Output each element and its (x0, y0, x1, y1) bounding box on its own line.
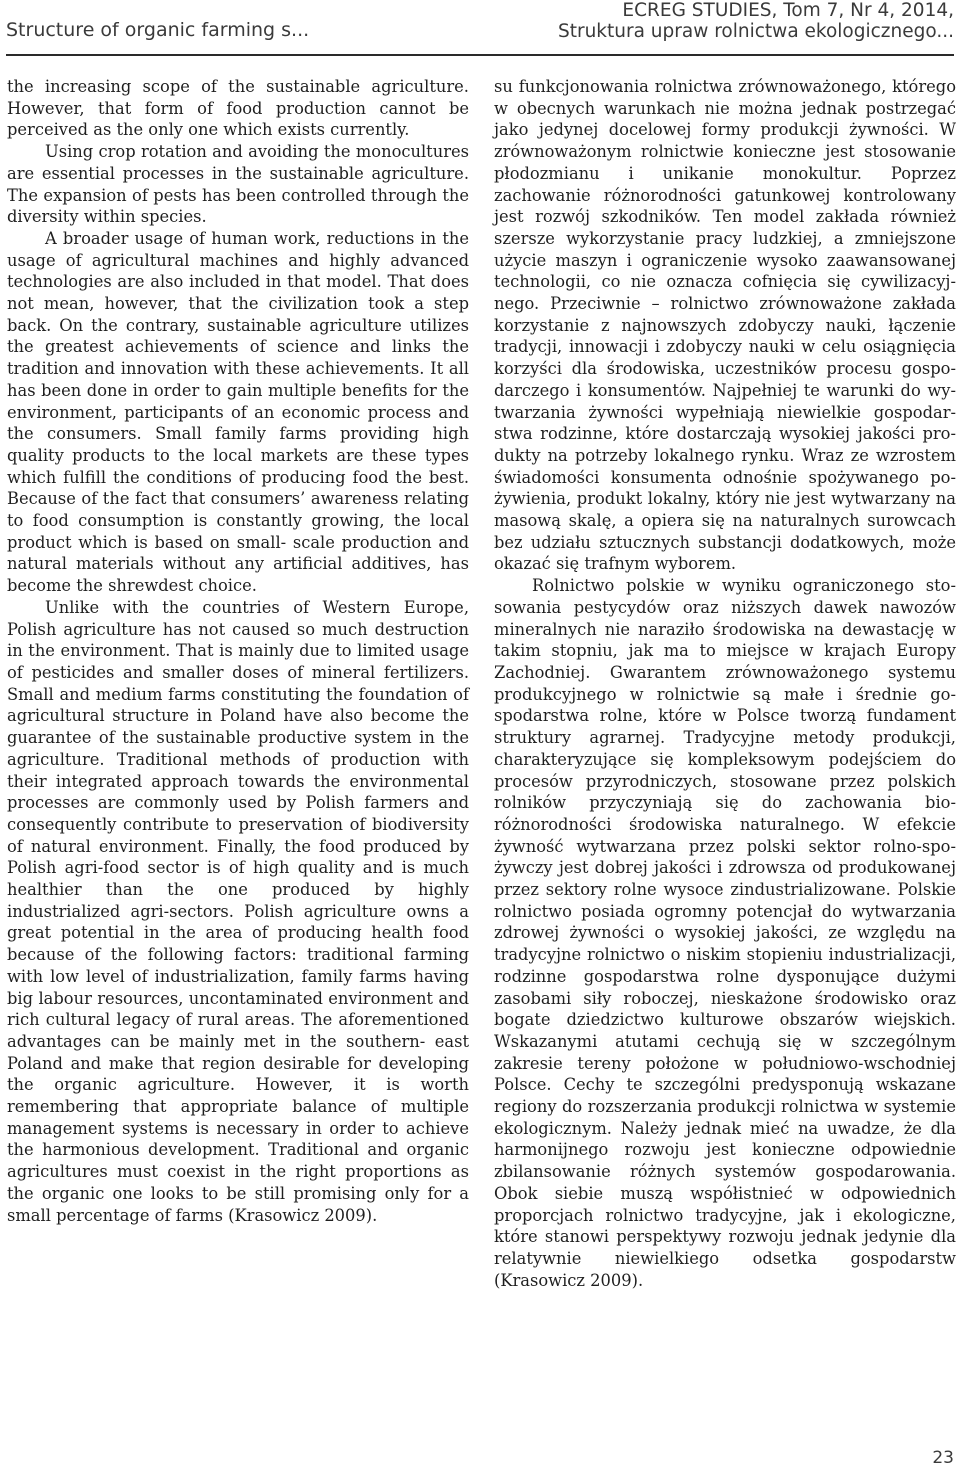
paragraph: Using crop rotation and avoiding the monocultures are essential processes in the sustainable agriculture. The expansion of pests has been controlled through the diversity within species. (7, 142, 469, 227)
polish-column (494, 76, 956, 1291)
header-rule (6, 54, 954, 56)
paragraph: the increasing scope of the sustainable agriculture. However, that form of food production cannot be perceived as the only one which exists currently. (7, 77, 469, 140)
header-article-line: Struktura upraw rolnictwa ekologicznego... (557, 21, 954, 42)
running-header (0, 0, 960, 54)
page-number: 23 (932, 1448, 954, 1468)
paragraph: A broader usage of human work, reductions in the usage of agricultural machines and highly advanced technologies are also included in that model. That does not mean, however, that the civilization took a step back. On the contrary, sustainable agriculture utilizes the greatest achievements of science and links the tradition and innovation with these achievements. It all has been done in order to gain multiple benefits for the environment, participants of an economic process and the consumers. Small family farms providing high quality products to the local markets are these types which fulfill the conditions of producing food the best. Because of the fact that consumers’ awareness relating to food consumption is constantly growing, the local product which is based on small- scale production and natural materials without any artificial additives, has become the shrewdest choice. (7, 228, 469, 596)
header-left-title: Structure of organic farming s... (6, 19, 310, 41)
english-column (7, 76, 469, 1226)
paragraph: Unlike with the countries of Western Europe, Polish agriculture has not caused so much destruction in the environment. That is mainly due to limited usage of pesticides and smaller doses of mineral fertilizers. Small and medium farms constituting the foundation of agricultural structure in Poland have also become the guarantee of the sustainable productive system in the agriculture. Traditional methods of production with their integrated approach towards the environmental processes are commonly used by Polish farmers and consequently contribute to preservation of biodiversity of natural environment. Finally, the food produced by Polish agri-food sector is of high quality and is much healthier than the one produced by highly industrialized agri-sectors. Polish agriculture owns a great potential in the area of producing health food because of the following factors: traditional farming with low level of industrialization, family farms having big labour resources, uncontaminated environment and rich cultural legacy of rural areas. The aforementioned advantages can be mainly met in the southern- east Poland and make that region desirable for developing the organic agriculture. However, it is worth remembering that appropriate balance of multiple management systems is necessary in order to achieve the harmonious development. Traditional and organic agricultures must coexist in the right proportions as the organic one looks to be still promising only for a small percentage of farms (Krasowicz 2009). (7, 597, 469, 1225)
header-journal-line: ECREG STUDIES, Tom 7, Nr 4, 2014, (622, 0, 954, 21)
paragraph: su funkcjonowania rolnictwa zrównoważonego, którego w obecnych warunkach nie można jednak postrzegać jako jedynej docelowej formy produkcji żywności. W zrównoważonym rolnictwie konieczne jest stosowanie płodozmianu i unikanie monokultur. Poprzez zachowanie różnorodności gatunkowej kontrolowany jest rozwój szkodników. Ten model zakłada również szersze wykorzystanie pracy ludzkiej, a zmniejszone użycie maszyn i ograniczenie wysoko zaawansowanej technologii, co nie oznacza cofnięcia się cywilizacyjnego. Przeciwnie – rolnictwo zrównoważone zakłada korzystanie z najnowszych zdobyczy nauki, łączenie tradycji, innowacji i zdobyczy nauki w celu osiągnięcia korzyści dla środowiska, uczestników procesu gospodarczego i konsumentów. Najpełniej te warunki do wytwarzania żywności wypełniają niewielkie gospodarstwa rodzinne, które dostarczają wysokiej jakości produkty na potrzeby lokalnego rynku. Wraz ze wzrostem świadomości konsumenta odnośnie spożywanego pożywienia, produkt lokalny, który nie jest wytwarzany na masową skalę, a opiera się na naturalnych surowcach bez udziału sztucznych substancji dodatkowych, może okazać się trafnym wyborem. (494, 77, 956, 574)
header-right-title (558, 0, 954, 42)
paragraph: Rolnictwo polskie w wyniku ograniczonego stosowania pestycydów oraz niższych dawek nawozów mineralnych nie naraziło środowiska na dewastację w takim stopniu, jak ma to miejsce w krajach Europy Zachodniej. Gwarantem zrównoważonego systemu produkcyjnego w rolnictwie są małe i średnie gospodarstwa rolne, które w Polsce tworzą fundament struktury agrarnej. Tradycyjne metody produkcji, charakteryzujące się kompleksowym podejściem do procesów przyrodniczych, stosowane przez polskich rolników przyczyniają się do zachowania bioróżnorodności środowiska naturalnego. W efekcie żywność wytwarzana przez polski sektor rolno-spożywczy jest dobrej jakości i zdrowsza od produkowanej przez sektory rolne wysoce zindustrializowane. Polskie rolnictwo posiada ogromny potencjał do wytwarzania zdrowej żywności o wysokiej jakości, ze względu na tradycyjne rolnictwo o niskim stopieniu industrializacji, rodzinne gospodarstwa rolne dysponujące dużymi zasobami siły roboczej, nieskażone środowisko oraz bogate dziedzictwo kulturowe obszarów wiejskich. Wskazanymi atutami cechują się w szczególnym zakresie tereny położone w południowo-wschodniej Polsce. Cechy te szczególni predysponują wskazane regiony do rozszerzania produkcji rolnictwa w systemie ekologicznym. Należy jednak mieć na uwadze, że dla harmonijnego rozwoju jest konieczne odpowiednie zbilansowanie różnych systemów gospodarowania. Obok siebie muszą współistnieć w odpowiednich proporcjach rolnictwo tradycyjne, jak i ekologiczne, które stanowi perspektywy rozwoju jednak jedynie dla relatywnie niewielkiego odsetka gospodarstw (Krasowicz 2009). (494, 576, 956, 1290)
